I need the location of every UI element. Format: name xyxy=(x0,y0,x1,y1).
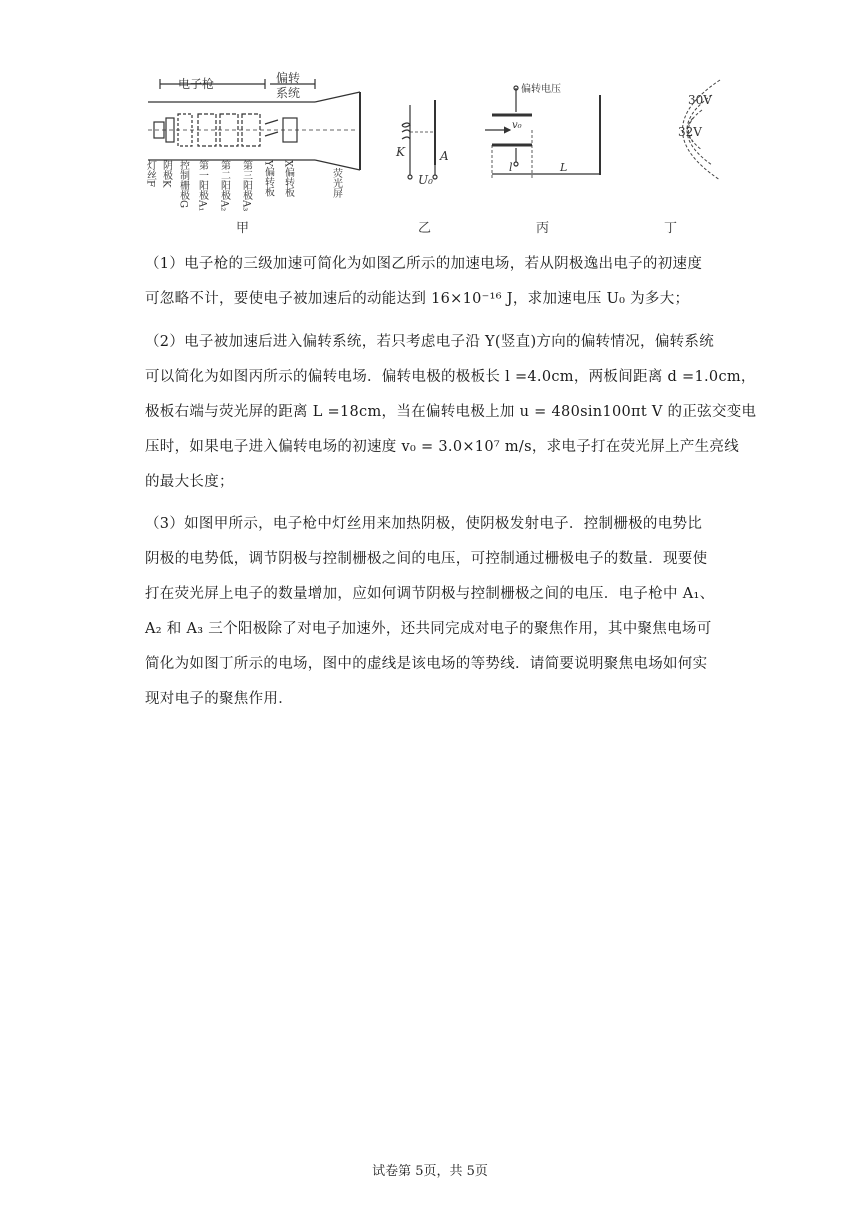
q2-line: 可以简化为如图丙所示的偏转电场．偏转电极的极板长 l =4.0cm，两板间距离 d =1.0cm， xyxy=(145,369,756,385)
jia-part-labels xyxy=(145,159,343,211)
ding-32v: 32V xyxy=(678,125,702,139)
bing-v0-label: v₀ xyxy=(512,120,522,131)
caption-ding: 丁 xyxy=(664,221,678,236)
yi-label-a: A xyxy=(440,149,449,163)
q2-line: 压时，如果电子进入偏转电场的初速度 v₀ = 3.0×10⁷ m/s，求电子打在荧光屏上产生亮线 xyxy=(145,439,740,455)
yi-label-k: K xyxy=(396,145,405,159)
q3-line: （3）如图甲所示，电子枪中灯丝用来加热阴极，使阴极发射电子．控制栅极的电势比 xyxy=(145,516,703,532)
label-anode-3: 第三阳极A₃ xyxy=(240,160,252,212)
q1-line: （1）电子枪的三级加速可简化为如图乙所示的加速电场，若从阴极逸出电子的初速度 xyxy=(145,256,703,272)
label-cathode: 阴极K xyxy=(160,160,172,188)
q3-line: A₂ 和 A₃ 三个阳极除了对电子加速外，还共同完成对电子的聚焦作用，其中聚焦电场可 xyxy=(145,621,712,637)
q2-line: 极板右端与荧光屏的距离 L =18cm，当在偏转电极上加 u = 480sin100πt V 的正弦交变电 xyxy=(145,404,757,420)
deflection-label-1: 偏转 xyxy=(276,71,301,85)
q1-line: 可忽略不计，要使电子被加速后的动能达到 16×10⁻¹⁶ J，求加速电压 U₀ 为多大； xyxy=(145,291,690,307)
label-grid: 控制栅极G xyxy=(177,160,189,208)
page-footer: 试卷第 5页，共 5页 xyxy=(372,1164,488,1179)
yi-label-u0: U₀ xyxy=(418,173,433,187)
label-filament: 灯丝F xyxy=(144,160,156,187)
label-anode-1: 第一阳极A₁ xyxy=(196,160,208,212)
ding-30v: 30V xyxy=(688,93,712,107)
q2-line: 的最大长度； xyxy=(145,474,234,490)
q2-line: （2）电子被加速后进入偏转系统，若只考虑电子沿 Y(竖直)方向的偏转情况，偏转系统 xyxy=(145,334,715,350)
caption-yi: 乙 xyxy=(418,221,432,236)
q3-line: 阴极的电势低，调节阴极与控制栅极之间的电压，可控制通过栅极电子的数量．现要使 xyxy=(145,551,708,567)
question-3 xyxy=(145,507,745,717)
q3-line: 现对电子的聚焦作用． xyxy=(145,691,293,707)
q3-line: 打在荧光屏上电子的数量增加，应如何调节阴极与控制栅极之间的电压．电子枪中 A₁、 xyxy=(145,586,715,602)
figure-jia xyxy=(148,79,360,170)
figure-row xyxy=(140,70,740,240)
label-anode-2: 第二阳极A₂ xyxy=(218,160,230,212)
question-1 xyxy=(145,247,745,317)
deflection-label-2: 系统 xyxy=(276,86,301,100)
bing-l-label: l xyxy=(509,161,513,174)
question-2 xyxy=(145,325,757,500)
q3-line: 简化为如图丁所示的电场，图中的虚线是该电场的等势线．请简要说明聚焦电场如何实 xyxy=(145,656,708,672)
bing-bigl-label: L xyxy=(560,161,568,174)
label-x-plates: X偏转板 xyxy=(282,160,294,198)
figure-yi xyxy=(402,100,437,179)
caption-bing: 丙 xyxy=(536,221,550,236)
figure-bing xyxy=(485,86,600,178)
label-y-plates: Y偏转板 xyxy=(262,160,274,197)
caption-jia: 甲 xyxy=(236,221,250,236)
bing-voltage-label: 偏转电压 xyxy=(521,84,561,95)
electron-gun-label: 电子枪 xyxy=(178,77,215,91)
label-screen: 荧光屏 xyxy=(330,168,342,198)
